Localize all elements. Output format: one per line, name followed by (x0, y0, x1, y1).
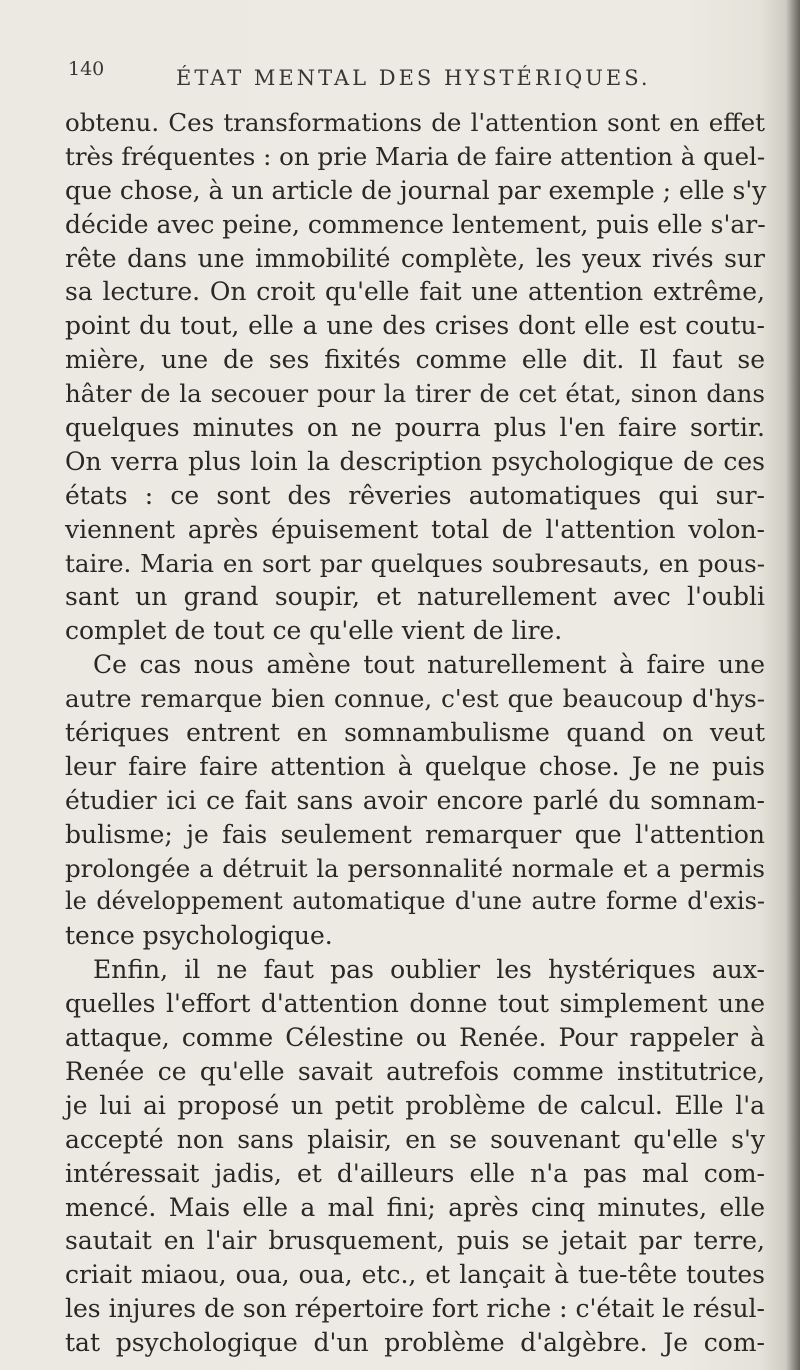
text-line: bulisme; je fais seulement remarquer que l'attention (65, 819, 765, 849)
text-line: le développement automatique d'une autre forme d'exis- (65, 887, 765, 916)
text-line: prolongée a détruit la personnalité normale et a permis (65, 853, 765, 883)
text-line: tériques entrent en somnambulisme quand on veut (65, 718, 765, 748)
text-line: sautait en l'air brusquement, puis se jetait par terre, (65, 1226, 765, 1256)
text-line: je lui ai proposé un petit problème de calcul. Elle l'a (65, 1090, 765, 1120)
text-line: criait miaou, oua, oua, etc., et lançait à tue-tête toutes (65, 1260, 765, 1290)
text-line: quelles l'effort d'attention donne tout simplement une (65, 989, 765, 1019)
text-line: accepté non sans plaisir, en se souvenant qu'elle s'y (65, 1124, 765, 1154)
text-line: Renée ce qu'elle savait autrefois comme institutrice, (65, 1056, 765, 1086)
text-line: mencé. Mais elle a mal fini; après cinq minutes, elle (65, 1192, 765, 1222)
text-line: leur faire faire attention à quelque chose. Je ne puis (65, 751, 765, 781)
text-line: tat psychologique d'un problème d'algèbre. Je com- (65, 1328, 765, 1358)
page-header (68, 58, 768, 96)
running-title: ÉTAT MENTAL DES HYSTÉRIQUES. (176, 66, 651, 90)
page-number: 140 (68, 58, 105, 80)
text-line: étudier ici ce fait sans avoir encore parlé du somnam- (65, 785, 765, 815)
text-line: sant un grand soupir, et naturellement avec l'oubli (65, 582, 765, 612)
text-line: tence psychologique. (65, 921, 333, 951)
text-line: très fréquentes : on prie Maria de faire attention à quel- (65, 141, 766, 171)
text-line: que chose, à un article de journal par exemple ; elle s'y (65, 175, 767, 205)
text-line: taire. Maria en sort par quelques soubresauts, en pous- (65, 548, 765, 578)
text-line: attaque, comme Célestine ou Renée. Pour rappeler à (65, 1023, 765, 1053)
text-line: complet de tout ce qu'elle vient de lire. (65, 616, 563, 646)
page-edge-shadow (786, 0, 800, 1370)
text-line: Enfin, il ne faut pas oublier les hystériques aux- (93, 955, 765, 985)
text-line: autre remarque bien connue, c'est que beaucoup d'hys- (65, 684, 765, 714)
text-line: mière, une de ses fixités comme elle dit. Il faut se (65, 345, 765, 375)
text-line: hâter de la secouer pour la tirer de cet état, sinon dans (65, 379, 765, 409)
text-line: états : ce sont des rêveries automatiques qui sur- (65, 480, 765, 510)
body-text (65, 106, 765, 1360)
text-line: intéressait jadis, et d'ailleurs elle n'a pas mal com- (65, 1158, 765, 1188)
text-line: obtenu. Ces transformations de l'attention sont en effet (65, 108, 765, 137)
text-line: les injures de son répertoire fort riche : c'était le résul- (65, 1294, 765, 1324)
text-line: On verra plus loin la description psychologique de ces (65, 446, 765, 476)
text-line: Ce cas nous amène tout naturellement à faire une (93, 650, 765, 680)
text-line: point du tout, elle a une des crises dont elle est coutu- (65, 311, 765, 341)
text-line: quelques minutes on ne pourra plus l'en faire sortir. (65, 413, 765, 443)
text-line: rête dans une immobilité complète, les yeux rivés sur (65, 243, 765, 273)
text-line: sa lecture. On croit qu'elle fait une attention extrême, (65, 277, 765, 307)
text-line: décide avec peine, commence lentement, puis elle s'ar- (65, 209, 766, 239)
text-line: viennent après épuisement total de l'attention volon- (65, 514, 765, 544)
